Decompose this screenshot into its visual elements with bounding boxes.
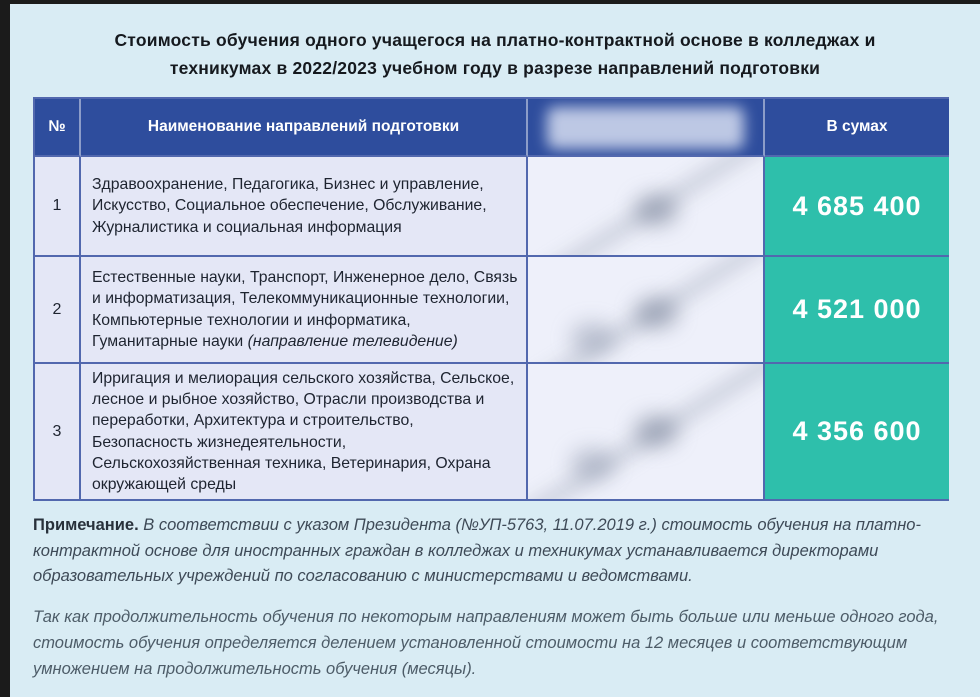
table-row-2-name-text: Естественные науки, Транспорт, Инженерное дело, Связь и информатизация, Телекоммуникационные технологии, Компьютерные технологии и информатика, Гуманитарные науки (92, 269, 518, 350)
screen-edge-top (0, 0, 980, 4)
note-label: Примечание. (33, 516, 139, 534)
page-title (40, 26, 950, 83)
table-row-2-redacted (528, 257, 765, 364)
table-header-redacted (528, 99, 765, 157)
screen-edge-left (0, 0, 10, 697)
note-paragraph-1 (33, 513, 951, 590)
table-row-2-name-italic: (направление телевидение) (247, 332, 458, 350)
table-row-1-name (81, 157, 528, 257)
redacted-header-blur (547, 107, 744, 150)
table-row-2-sum: 4 521 000 (765, 257, 949, 364)
table-row-3-sum: 4 356 600 (765, 364, 949, 499)
table-row-1-number: 1 (35, 157, 81, 257)
redacted-cell-blur (634, 415, 678, 447)
table-row-3-redacted (528, 364, 765, 499)
note-paragraph-2: Так как продолжительность обучения по некоторым направлениям может быть больше или меньше одного года, стоимость обучения определяется делением установленной стоимости на 12 месяцев и соответствующим умножением на продолжительность обучения (месяцы). (33, 608, 939, 678)
table-row-3-name-text: Ирригация и мелиорация сельского хозяйства, Сельское, лесное и рыбное хозяйство, Отрасли производства и переработки, Архитектура и строительство, Безопасность жизнедеятельности, Сельскохозяйственная техника, Ветеринария, Охрана окружающей среды (92, 370, 515, 493)
page-title-line1: Стоимость обучения одного учащегося на платно-контрактной основе в колледжах и (114, 30, 876, 50)
tuition-table (33, 97, 949, 501)
table-row-1-name-text: Здравоохранение, Педагогика, Бизнес и управление, Искусство, Социальное обеспечение, Обслуживание, Журналистика и социальная информация (92, 176, 487, 236)
page-title-line2: техникумах в 2022/2023 учебном году в разрезе направлений подготовки (169, 58, 821, 79)
notes-section (33, 513, 951, 682)
note-paragraph-1-text: В соответствии с указом Президента (№УП-5763, 11.07.2019 г.) стоимость обучения на платно-контрактной основе для иностранных граждан в колледжах и техникумах устанавливается директорами образовательных учреждений по согласованию с министерствами и ведомствами. (33, 516, 921, 586)
redacted-cell-blur (634, 194, 678, 226)
table-header-number: № (35, 99, 81, 157)
table-header-sum: В сумах (765, 99, 949, 157)
table-row-2-number: 2 (35, 257, 81, 364)
redacted-cell-blur (570, 448, 614, 480)
table-row-3-name (81, 364, 528, 499)
table-row-2-name (81, 257, 528, 364)
table-header-name: Наименование направлений подготовки (81, 99, 528, 157)
table-row-3-number: 3 (35, 364, 81, 499)
table-row-1-redacted (528, 157, 765, 257)
table-row-1-sum: 4 685 400 (765, 157, 949, 257)
redacted-cell-blur (634, 297, 678, 329)
